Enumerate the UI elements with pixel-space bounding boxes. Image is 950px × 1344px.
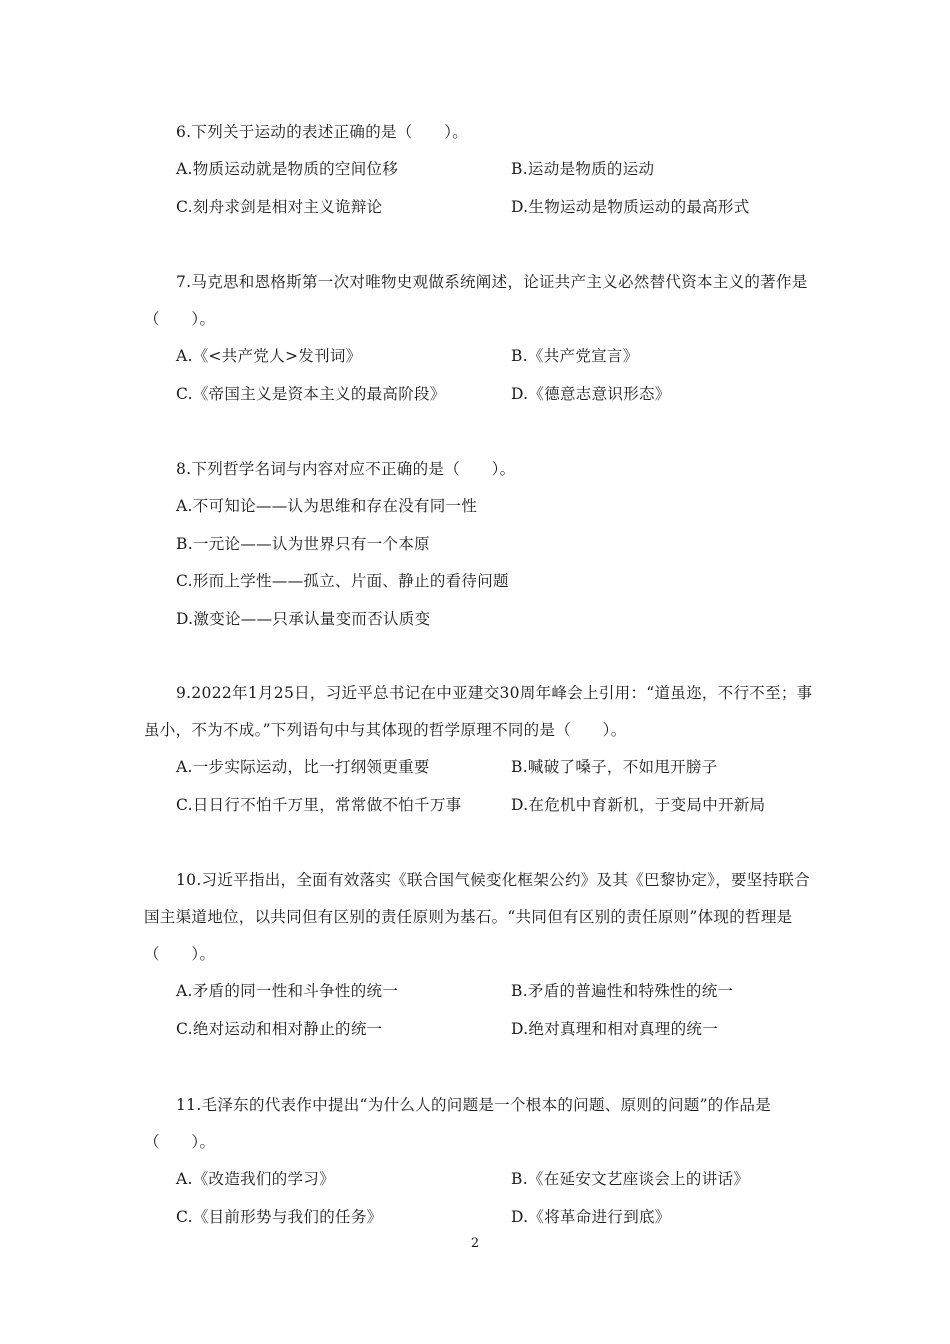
option-a: A.《改造我们的学习》 bbox=[176, 1170, 335, 1188]
question-11 bbox=[144, 1087, 814, 1236]
option-d: D.激变论——只承认量变而否认质变 bbox=[176, 609, 431, 628]
option-c: C.形而上学性——孤立、片面、静止的看待问题 bbox=[176, 572, 509, 590]
page-number: 2 bbox=[470, 1236, 480, 1251]
question-stem: 9.2022年1月25日，习近平总书记在中亚建交30周年峰会上引用：“道虽迩，不行不至；事虽小，不为不成。”下列语句中与其体现的哲学原理不同的是（ ）。 bbox=[144, 684, 813, 739]
options bbox=[144, 488, 814, 638]
option-c: C.绝对运动和相对静止的统一 bbox=[176, 1019, 383, 1038]
option-a: A.物质运动就是物质的空间位移 bbox=[176, 160, 399, 178]
question-10 bbox=[144, 862, 814, 1048]
question-8 bbox=[144, 451, 814, 638]
option-a: A.不可知论——认为思维和存在没有同一性 bbox=[176, 497, 478, 515]
option-b: B.《共产党宣言》 bbox=[511, 347, 639, 365]
options bbox=[144, 151, 814, 226]
options bbox=[144, 1161, 814, 1236]
option-b: B.一元论——认为世界只有一个本原 bbox=[176, 534, 430, 553]
question-6 bbox=[144, 114, 814, 226]
option-b: B.矛盾的普遍性和特殊性的统一 bbox=[511, 982, 734, 1000]
options bbox=[144, 749, 814, 824]
option-b: B.运动是物质的运动 bbox=[511, 160, 655, 178]
option-a: A.一步实际运动，比一打纲领更重要 bbox=[176, 758, 430, 776]
option-d: D.在危机中育新机，于变局中开新局 bbox=[511, 795, 766, 814]
option-c: C.刻舟求剑是相对主义诡辩论 bbox=[176, 197, 383, 216]
question-stem: 7.马克思和恩格斯第一次对唯物史观做系统阐述，论证共产主义必然替代资本主义的著作是（ ）。 bbox=[144, 273, 808, 328]
option-b: B.喊破了嗓子，不如甩开膀子 bbox=[511, 758, 718, 776]
question-9 bbox=[144, 675, 814, 824]
option-d: D.《将革命进行到底》 bbox=[511, 1207, 671, 1226]
option-b: B.《在延安文艺座谈会上的讲话》 bbox=[511, 1170, 750, 1188]
option-a: A.《<共产党人>发刊词》 bbox=[176, 347, 362, 365]
option-d: D.绝对真理和相对真理的统一 bbox=[511, 1019, 719, 1038]
options bbox=[144, 973, 814, 1048]
option-c: C.《帝国主义是资本主义的最高阶段》 bbox=[176, 384, 446, 403]
question-stem: 11.毛泽东的代表作中提出“为什么人的问题是一个根本的问题、原则的问题”的作品是（ ）。 bbox=[144, 1096, 772, 1151]
option-c: C.《目前形势与我们的任务》 bbox=[176, 1207, 383, 1226]
question-stem: 6.下列关于运动的表述正确的是（ ）。 bbox=[176, 123, 469, 141]
question-7 bbox=[144, 264, 814, 413]
option-d: D.《德意志意识形态》 bbox=[511, 384, 671, 403]
question-stem: 8.下列哲学名词与内容对应不正确的是（ ）。 bbox=[176, 460, 516, 478]
options bbox=[144, 338, 814, 413]
option-c: C.日日行不怕千万里，常常做不怕千万事 bbox=[176, 795, 462, 814]
question-stem: 10.习近平指出，全面有效落实《联合国气候变化框架公约》及其《巴黎协定》，要坚持联合国主渠道地位，以共同但有区别的责任原则为基石。“共同但有区别的责任原则”体现的哲理是（ ）。 bbox=[144, 871, 811, 963]
option-d: D.生物运动是物质运动的最高形式 bbox=[511, 197, 750, 216]
option-a: A.矛盾的同一性和斗争性的统一 bbox=[176, 982, 399, 1000]
